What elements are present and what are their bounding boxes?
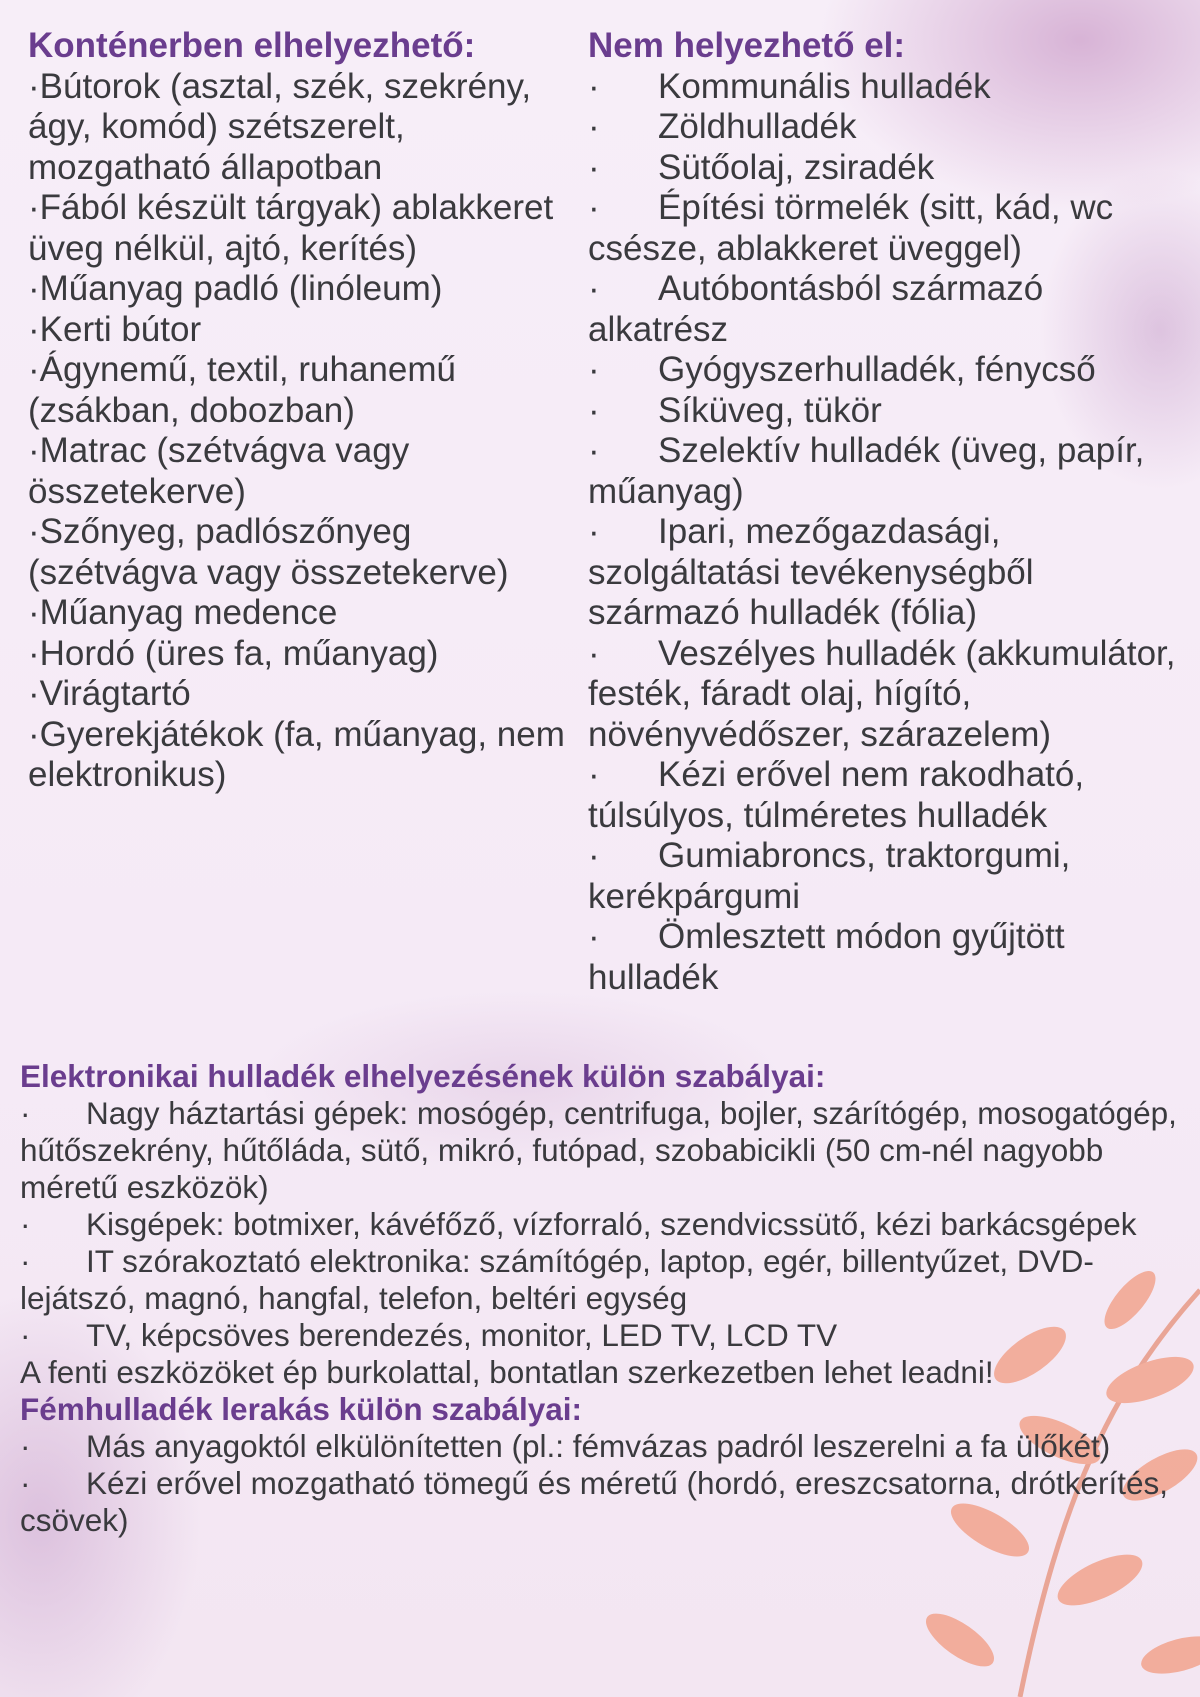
list-item-text: ·Matrac (szétvágva vagy összetekerve) (28, 431, 410, 511)
list-item (28, 188, 578, 269)
list-item-text: Nagy háztartási gépek: mosógép, centrifuga, bojler, szárítógép, mosogatógép, hűtőszekrény, hűtőláda, sütő, mikró, futópad, szobabicikli (50 cm-nél nagyobb méretű eszközök) (20, 1095, 1177, 1205)
list-item-text: ·Virágtartó (28, 674, 191, 713)
list-item-text: ·Fából készült tárgyak) ablakkeret üveg nélkül, ajtó, kerítés) (28, 188, 554, 268)
bullet-dot: · (20, 1243, 31, 1279)
forbidden-items-heading: Nem helyezhető el: (588, 26, 906, 65)
allowed-items-heading: Konténerben elhelyezhető: (28, 26, 476, 65)
list-item-text: Gyógyszerhulladék, fénycső (658, 350, 1096, 389)
list-item (20, 1243, 1200, 1317)
forbidden-items-column (588, 26, 1188, 998)
list-item-text: Ömlesztett módon gyűjtött hulladék (588, 917, 1065, 997)
list-item-text: Síküveg, tükör (658, 390, 882, 430)
list-item-text: Kommunális hulladék (658, 66, 991, 106)
list-item (588, 107, 1188, 148)
list-item (28, 350, 578, 431)
metal-rules-list (20, 1428, 1200, 1539)
bullet-dot: · (20, 1206, 31, 1242)
list-item-text: ·Gyerekjátékok (fa, műanyag, nem elektronikus) (28, 714, 565, 794)
list-item-text: Veszélyes hulladék (akkumulátor, festék, fáradt olaj, hígító, növényvédőszer, szárazelem) (588, 633, 1176, 754)
list-item (28, 634, 578, 675)
list-item (588, 350, 1188, 391)
list-item (20, 1428, 1200, 1465)
list-item (588, 269, 1188, 350)
list-item (588, 391, 1188, 432)
list-item-text: Kisgépek: botmixer, kávéfőző, vízforraló, szendvicssütő, kézi barkácsgépek (86, 1206, 1137, 1242)
list-item-text: Zöldhulladék (658, 107, 857, 146)
list-item (20, 1206, 1200, 1243)
list-item (28, 715, 578, 796)
bullet-dot: · (588, 188, 600, 227)
electronic-rules-list (20, 1095, 1200, 1354)
allowed-items-list (28, 67, 578, 796)
bullet-dot: · (588, 269, 600, 308)
list-item-text: ·Kerti bútor (28, 309, 202, 349)
list-item (20, 1317, 1200, 1354)
list-item (28, 431, 578, 512)
list-item-text: Ipari, mezőgazdasági, szolgáltatási tevékenységből származó hulladék (fólia) (588, 512, 1034, 632)
list-item (28, 674, 578, 715)
list-item (28, 310, 578, 351)
list-item (588, 188, 1188, 269)
list-item (588, 512, 1188, 634)
list-item (28, 269, 578, 310)
list-item-text: Gumiabroncs, traktorgumi, kerékpárgumi (588, 836, 1071, 916)
list-item-text: ·Hordó (üres fa, műanyag) (28, 633, 439, 673)
bullet-dot: · (20, 1095, 31, 1131)
bullet-dot: · (20, 1465, 31, 1501)
bullet-dot: · (588, 66, 600, 106)
list-item (588, 431, 1188, 512)
list-item (28, 593, 578, 634)
list-item (28, 512, 578, 593)
bullet-dot: · (588, 917, 600, 956)
forbidden-items-list (588, 67, 1188, 999)
list-item (20, 1095, 1200, 1206)
list-item (588, 634, 1188, 756)
bullet-dot: · (588, 755, 600, 794)
list-item-text: ·Ágynemű, textil, ruhanemű (zsákban, dobozban) (28, 350, 456, 430)
list-item (20, 1465, 1200, 1539)
list-item-text: Autóbontásból származó alkatrész (588, 269, 1044, 349)
bullet-dot: · (588, 390, 600, 430)
list-item-text: Építési törmelék (sitt, kád, wc csésze, ablakkeret üveggel) (588, 188, 1114, 268)
list-item-text: ·Műanyag padló (linóleum) (28, 269, 443, 308)
bullet-dot: · (20, 1428, 31, 1464)
list-item-text: TV, képcsöves berendezés, monitor, LED TV, LCD TV (86, 1317, 838, 1353)
allowed-items-column (28, 26, 578, 796)
list-item (588, 917, 1188, 998)
bullet-dot: · (588, 633, 600, 673)
electronic-rules-note: A fenti eszközöket ép burkolattal, bontatlan szerkezetben lehet leadni! (20, 1354, 994, 1390)
list-item-text: Kézi erővel mozgatható tömegű és méretű (hordó, ereszcsatorna, drótkerítés, csövek) (20, 1465, 1169, 1538)
list-item-text: IT szórakoztató elektronika: számítógép, laptop, egér, billentyűzet, DVD-lejátszó, magnó, hangfal, telefon, beltéri egység (20, 1243, 1094, 1316)
list-item (588, 148, 1188, 189)
bullet-dot: · (588, 107, 600, 146)
bullet-dot: · (588, 512, 600, 551)
metal-rules-heading: Fémhulladék lerakás külön szabályai: (20, 1391, 582, 1427)
list-item (588, 836, 1188, 917)
list-item (28, 67, 578, 189)
list-item-text: ·Bútorok (asztal, szék, szekrény, ágy, komód) szétszerelt, mozgatható állapotban (28, 66, 532, 187)
list-item (588, 67, 1188, 108)
bullet-dot: · (588, 350, 600, 389)
special-rules-section (20, 1058, 1200, 1539)
bullet-dot: · (588, 836, 600, 875)
bullet-dot: · (588, 147, 600, 187)
list-item-text: ·Szőnyeg, padlószőnyeg (szétvágva vagy összetekerve) (28, 512, 509, 592)
list-item-text: Más anyagoktól elkülönítetten (pl.: fémvázas padról leszerelni a fa ülőkét) (86, 1428, 1111, 1464)
list-item-text: ·Műanyag medence (28, 593, 338, 632)
list-item-text: Szelektív hulladék (üveg, papír, műanyag) (588, 431, 1145, 511)
electronic-rules-heading: Elektronikai hulladék elhelyezésének külön szabályai: (20, 1058, 826, 1094)
list-item-text: Kézi erővel nem rakodható, túlsúlyos, túlméretes hulladék (588, 755, 1085, 835)
list-item (588, 755, 1188, 836)
bullet-dot: · (588, 431, 600, 470)
bullet-dot: · (20, 1317, 31, 1353)
list-item-text: Sütőolaj, zsiradék (658, 147, 935, 187)
